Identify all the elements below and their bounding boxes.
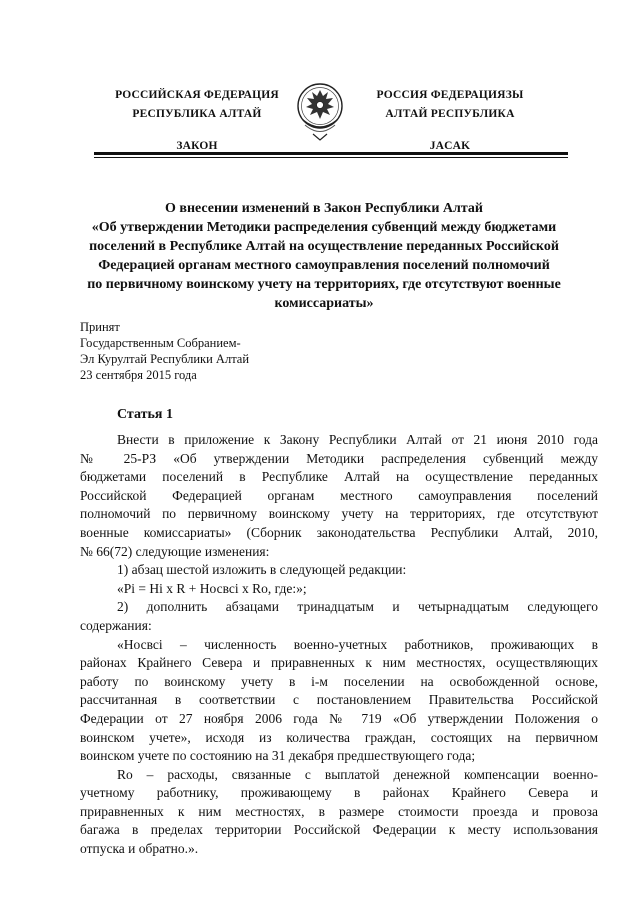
body-line: рассчитанная в соответствии с постановлением Правительства Российской bbox=[80, 692, 598, 708]
body-line: работу по воинскому учету в i-м поселении на освобожденной основе, bbox=[80, 673, 598, 689]
body-line: Федерации от 27 ноября 2006 года № 719 «Об утверждении Положения о bbox=[80, 710, 598, 726]
header-right-law: JACAK bbox=[429, 140, 471, 152]
body-line: 2) дополнить абзацами тринадцатым и четырнадцатым следующего bbox=[117, 599, 598, 615]
adoption-line: Эл Курултай Республики Алтай bbox=[80, 352, 250, 366]
header-left-law: ЗАКОН bbox=[176, 140, 218, 152]
adoption-note bbox=[80, 319, 249, 383]
adoption-line: Принят bbox=[80, 320, 120, 334]
article-body bbox=[80, 431, 598, 859]
body-line: военные комиссариаты» (Сборник законодательства Республики Алтай, 2010, bbox=[80, 524, 598, 540]
header-right-block bbox=[350, 86, 550, 156]
header-divider-thick bbox=[94, 152, 568, 155]
body-line: багажа в пределах территории Российской Федерации к месту использования bbox=[80, 822, 598, 838]
title-line: «Об утверждении Методики распределения субвенций между бюджетами bbox=[91, 220, 557, 235]
law-title bbox=[60, 199, 588, 313]
header-left-republic: РЕСПУБЛИКА АЛТАЙ bbox=[132, 108, 262, 120]
body-line: содержания: bbox=[80, 617, 152, 633]
title-line: поселений в Республике Алтай на осуществление переданных Российской bbox=[89, 239, 559, 254]
body-line: Ro – расходы, связанные с выплатой денежной компенсации военно- bbox=[117, 766, 598, 782]
body-line: 1) абзац шестой изложить в следующей редакции: bbox=[117, 562, 407, 578]
body-line: полномочий по первичному воинскому учету на территориях, где отсутствуют bbox=[80, 506, 598, 522]
body-line: Внести в приложение к Закону Республики Алтай от 21 июня 2010 года bbox=[117, 432, 598, 447]
header-right-country: РОССИЯ ФЕДЕРАЦИЯЗЫ bbox=[376, 89, 524, 101]
body-line: «Носвсі – численность военно-учетных работников, проживающих в bbox=[117, 636, 598, 652]
header-left-country: РОССИЙСКАЯ ФЕДЕРАЦИЯ bbox=[115, 89, 279, 101]
adoption-date: 23 сентября 2015 года bbox=[80, 368, 197, 382]
body-line: воинском учете», исходя из количества граждан, состоящих на первичном bbox=[80, 729, 598, 745]
body-line: № 66(72) следующие изменения: bbox=[80, 543, 270, 559]
body-line: районах Крайнего Севера и приравненных к ним местностях, осуществляющих bbox=[80, 655, 598, 671]
body-line: воинском учете по состоянию на 31 декабря предшествующего года; bbox=[80, 748, 476, 764]
article-heading: Статья 1 bbox=[117, 407, 173, 422]
header-left-block bbox=[97, 86, 297, 156]
formula-line: «Pi = Hi x R + Hосвсі x Ro, где:»; bbox=[117, 580, 307, 596]
title-line: комиссариаты» bbox=[274, 296, 374, 311]
body-line: учетному работнику, проживающему в районах Крайнего Севера и bbox=[80, 785, 598, 801]
body-line: № 25-РЗ «Об утверждении Методики распределения субвенций между bbox=[80, 450, 598, 466]
body-line: отпуска и обратно.». bbox=[80, 841, 199, 857]
title-line: Федерацией органам местного самоуправления поселений полномочий bbox=[98, 258, 550, 273]
header-divider-thin bbox=[94, 157, 568, 158]
body-line: Российской Федерацией органам местного самоуправления поселений bbox=[80, 487, 598, 503]
coat-of-arms-icon bbox=[295, 80, 345, 142]
title-line: О внесении изменений в Закон Республики Алтай bbox=[165, 201, 483, 216]
body-line: приравненных к ним местностях, в размере стоимости проезда и провоза bbox=[80, 803, 598, 819]
header-right-republic: АЛТАЙ РЕСПУБЛИКА bbox=[385, 108, 515, 120]
adoption-line: Государственным Собранием- bbox=[80, 336, 241, 350]
title-line: по первичному воинскому учету на территориях, где отсутствуют военные bbox=[87, 277, 561, 292]
body-line: бюджетами поселений в Республике Алтай на осуществление переданных bbox=[80, 469, 598, 485]
